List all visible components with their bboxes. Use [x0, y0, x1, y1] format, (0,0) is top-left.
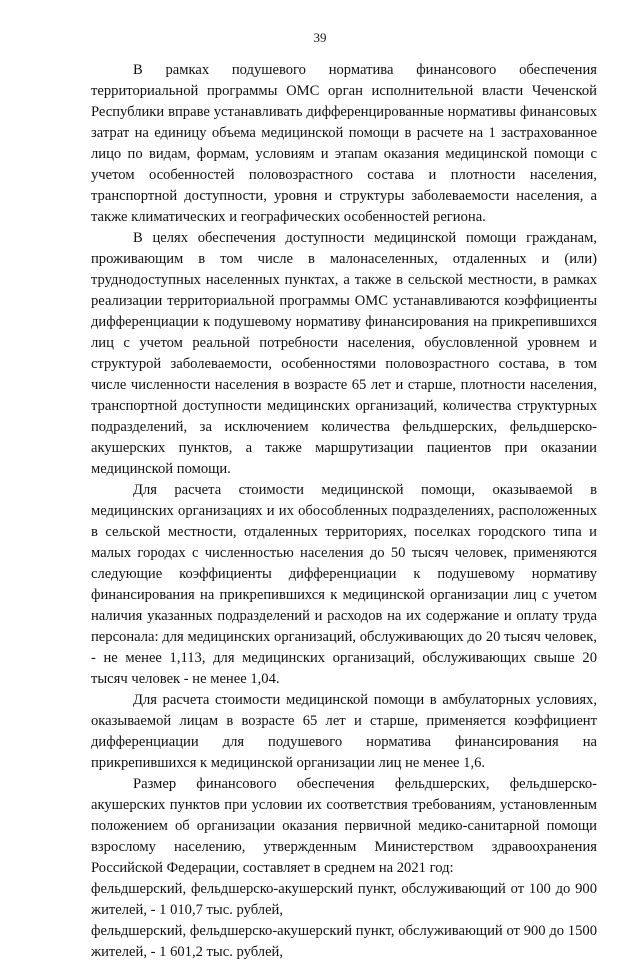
document-body	[91, 60, 597, 963]
list-item-fap-900-1500: фельдшерский, фельдшерско-акушерский пункт, обслуживающий от 900 до 1500 жителей, - 1 601,2 тыс. рублей,	[91, 923, 597, 960]
paragraph-4: Для расчета стоимости медицинской помощи в амбулаторных условиях, оказываемой лицам в возрасте 65 лет и старше, применяется коэффициент дифференциации для подушевого норматива финансирования на прикрепившихся к медицинской организации лиц не менее 1,6.	[91, 692, 597, 771]
paragraph-5: Размер финансового обеспечения фельдшерских, фельдшерско-акушерских пунктов при условии их соответствия требованиям, установленным положением об организации оказания первичной медико-санитарной помощи взрослому населению, утвержденным Министерством здравоохранения Российской Федерации, составляет в среднем на 2021 год:	[91, 776, 597, 876]
list-item-fap-100-900: фельдшерский, фельдшерско-акушерский пункт, обслуживающий от 100 до 900 жителей, - 1 010,7 тыс. рублей,	[91, 881, 597, 918]
paragraph-3: Для расчета стоимости медицинской помощи, оказываемой в медицинских организациях и их обособленных подразделениях, расположенных в сельской местности, отдаленных территориях, поселках городского типа и малых городах с численностью населения до 50 тысяч человек, применяются следующие коэффициенты дифференциации к подушевому нормативу финансирования на прикрепившихся к медицинской организации лиц с учетом наличия указанных подразделений и расходов на их содержание и оплату труда персонала: для медицинских организаций, обслуживающих до 20 тысяч человек, - не менее 1,113, для медицинских организаций, обслуживающих свыше 20 тысяч человек - не менее 1,04.	[91, 482, 597, 687]
paragraph-1: В рамках подушевого норматива финансового обеспечения территориальной программы ОМС орган исполнительной власти Чеченской Республики вправе устанавливать дифференцированные нормативы финансовых затрат на единицу объема медицинской помощи в расчете на 1 застрахованное лицо по видам, формам, условиям и этапам оказания медицинской помощи с учетом особенностей половозрастного состава и плотности населения, транспортной доступности, уровня и структуры заболеваемости населения, а также климатических и географических особенностей региона.	[91, 62, 597, 225]
paragraph-2: В целях обеспечения доступности медицинской помощи гражданам, проживающим в том числе в малонаселенных, отдаленных и (или) труднодоступных населенных пунктах, а также в сельской местности, в рамках реализации территориальной программы ОМС устанавливаются коэффициенты дифференциации к подушевому нормативу финансирования на прикрепившихся лиц с учетом реальной потребности населения, обусловленной уровнем и структурой заболеваемости, особенностями половозрастного состава, в том числе численности населения в возрасте 65 лет и старше, плотности населения, транспортной доступности медицинских организаций, количества структурных подразделений, за исключением количества фельдшерских, фельдшерско-акушерских пунктов, а также маршрутизации пациентов при оказании медицинской помощи.	[91, 230, 597, 477]
page-number: 39	[313, 30, 327, 45]
